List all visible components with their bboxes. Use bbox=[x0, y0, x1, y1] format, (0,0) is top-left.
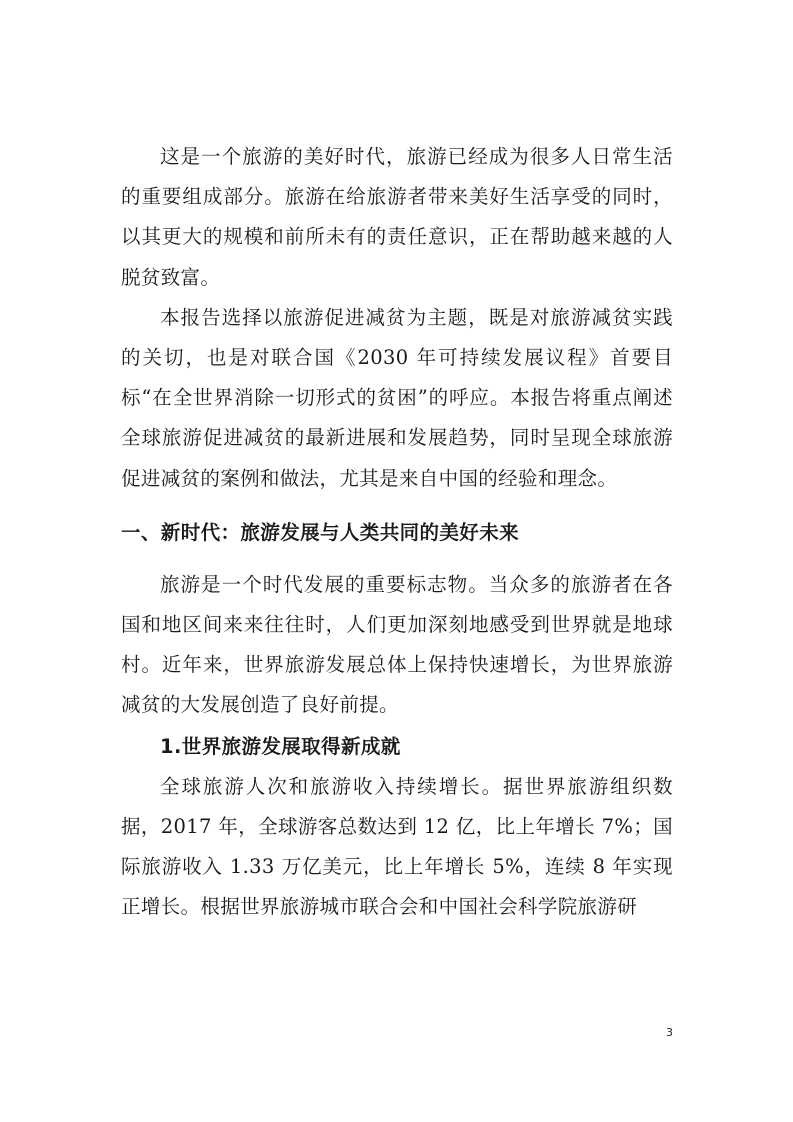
subsection-heading: 1.世界旅游发展取得新成就 bbox=[160, 734, 401, 758]
page-content bbox=[121, 137, 673, 927]
intro-paragraph-1: 这是一个旅游的美好时代，旅游已经成为很多人日常生活的重要组成部分。旅游在给旅游者带来美好生活享受的同时，以其更大的规模和前所未有的责任意识，正在帮助越来越的人脱贫致富。 bbox=[121, 145, 673, 289]
intro-paragraph-2: 本报告选择以旅游促进减贫为主题，既是对旅游减贫实践的关切，也是对联合国《2030 年可持续发展议程》首要目标“在全世界消除一切形式的贫困”的呼应。本报告将重点阐述全球旅游促进减贫的最新进展和发展趋势，同时呈现全球旅游促进减贫的案例和做法，尤其是来自中国的经验和理念。 bbox=[121, 305, 673, 490]
section-heading: 一、新时代：旅游发展与人类共同的美好未来 bbox=[121, 520, 520, 544]
section-paragraph: 旅游是一个时代发展的重要标志物。当众多的旅游者在各国和地区间来来往往时，人们更加深刻地感受到世界就是地球村。近年来，世界旅游发展总体上保持快速增长，为世界旅游减贫的大发展创造了良好前提。 bbox=[121, 572, 673, 717]
page-number: 3 bbox=[666, 1026, 673, 1039]
subsection-paragraph: 全球旅游人次和旅游收入持续增长。据世界旅游组织数据，2017 年，全球游客总数达到 12 亿，比上年增长 7%；国际旅游收入 1.33 万亿美元，比上年增长 5%，连续 8 年实现正增长。根据世界旅游城市联合会和中国社会科学院旅游研 bbox=[121, 774, 673, 919]
